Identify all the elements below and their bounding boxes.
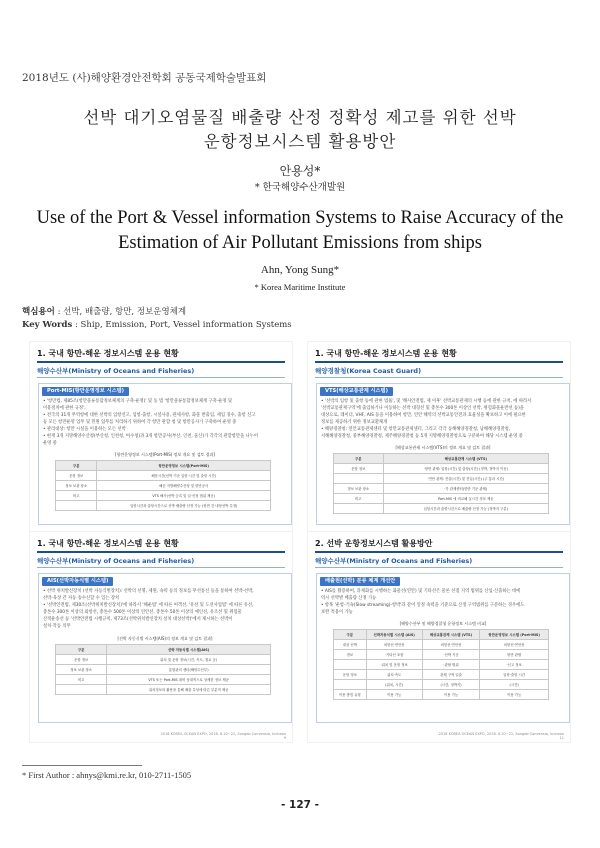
bullet-item: • '항만법, 제85조(항만물류통합정보체계의 구축·운영)' 및 동 법 '항만물류통합정보체계 구축·운영 및 [43, 399, 233, 404]
korean-keywords-label: 핵심용어 [22, 307, 55, 317]
bullet-item: • 선박 위치발신장치 (선박 자동식별장치): 선박의 선명, 제원, 속력 등의 정보를 무선통신 등을 통하여 선박-선박, [43, 589, 254, 594]
table-row [56, 501, 271, 511]
bullet-item: 대상으로, 레이더, VHF, AIS 등을 이용하여 항만, 연안 해역의 선박교통안전과 효율성을 확보하고 이에 필요한 [321, 413, 526, 418]
bullet-item: 총톤수 300톤 이상의 외항선, 총톤수 500톤 이상의 연안선, 총톤수 50톤 이상의 예인선, 유조선 및 위험물 [43, 610, 242, 615]
slide-heading-rule [315, 361, 563, 363]
table-header-cell: 선박자동식별 시스템 (AIS) [366, 630, 422, 640]
system-label: 배출원(선박) 분류 체계 개선안 [320, 577, 400, 586]
bullet-item: 운영 중 [43, 441, 57, 446]
table-header-row [56, 645, 271, 655]
slide-heading-rule [315, 551, 563, 553]
korean-title-line2: 운항정보시스템 활용방안 [203, 132, 397, 151]
page-number: - 127 - [281, 799, 319, 811]
table-cell: 비고 [56, 675, 107, 685]
table-row [334, 660, 549, 670]
table-cell: (시간) [480, 680, 549, 690]
table-row [334, 504, 549, 514]
table-title: [항만운영정보 시스템(Port-MIS) 정보 개요 및 검토 결과] [115, 452, 215, 457]
slide-footer [161, 732, 286, 740]
bullet-item: 설치·작동 의무 [43, 624, 71, 629]
table-header-cell: 해상교통관제 시스템 (VTS) [383, 454, 548, 464]
footnote-divider [22, 765, 142, 766]
table-row [334, 640, 549, 650]
conference-header: 2018년도 (사)해양환경안전학회 공동국제학술발표회 [22, 72, 267, 84]
korean-title-line1: 선박 대기오염물질 배출량 산정 정확성 제고를 위한 선박 [83, 108, 517, 127]
bullet-item: • 현재 3개 지방해양수산청(부산청, 인천청, 여수청)과 3개 항만공사(부산, 인천, 울산)가 각각의 관할항만을 나누어 [43, 434, 259, 439]
table-cell: 대상 선박 [334, 640, 367, 650]
table-header-cell: 구분 [56, 461, 97, 471]
table-cell: 운항 정보 [56, 471, 97, 481]
bullet-item: • 전국의 31개 무역항에 대한 선박의 입항신고, 입항·출항, 시설사용, 관세사항, 화물 반출입, 세입 징수, 출항 신고 [43, 413, 256, 418]
slide-content-box [316, 573, 570, 723]
bullet-item: • 항목 '운항-거속(Slow streaming)-항박'과 같이 일정 속력을 기준으로 산정 구역범위를 구분하는 경우에도 [321, 603, 525, 608]
slide-footer-text: 2018 KOREA OCEAN EXPO, 2018. 6.20~22, Songdo Convensia, Incheon [160, 732, 286, 736]
slide-heading: 1. 국내 항만-해운 정보시스템 운용 현황 [37, 349, 179, 358]
slide-heading: 1. 국내 항만-해운 정보시스템 운용 현황 [315, 349, 457, 358]
table-header-cell: 구분 [56, 645, 107, 655]
table-cell: 운항 정보 [56, 655, 107, 665]
korean-affiliation: * 한국해양수산개발원 [254, 182, 346, 193]
bullet-item: • 해양경찰청: 연안교통관제센터 및 항만교통관제센터, 그리고 각각 동해해양경찰청, 남해해양경찰청, [321, 427, 511, 432]
table-cell: VTS 해사(선박 등록 및 입·신청 범위 제공) [97, 491, 271, 501]
table-row [56, 675, 271, 685]
english-title-line1: Use of the Port & Vessel information Systems to Raise Accuracy of the [36, 208, 564, 228]
table-row [334, 650, 549, 660]
table-cell: 해운 지방해양수산청 및 항만공사 [97, 481, 271, 491]
table-cell: 위치·속도 [366, 670, 422, 680]
table-header-cell: 구분 [334, 454, 384, 464]
bullet-item: 서해해양경찰청, 중부해양경찰청, 제주해양경찰청 등 5개 지방해양경찰청으로 구분하여 해당 시스템 운영 중 [321, 434, 523, 439]
korean-author: 안용성* [279, 164, 321, 178]
comparison-table [333, 629, 549, 700]
bullet-item: 선박-육상 간 자동 송수신할 수 있는 장치 [43, 596, 120, 601]
table-cell: ·연안 관제: 진출(시간) 및 진입(시간) (주 통과 시간) [383, 474, 548, 484]
table-cell [334, 504, 384, 514]
info-table [55, 460, 271, 511]
table-cell: 입항시간과 출항시간으로 선박 배출량 산정 가능 (항만 간 내항선박 특정) [97, 501, 271, 511]
table-cell: 정보 보관 장소 [56, 481, 97, 491]
english-keywords [22, 320, 292, 330]
info-table [55, 644, 271, 695]
table-cell: (시간, 정박지) [422, 680, 480, 690]
table-row [334, 484, 549, 494]
slide-heading-rule [37, 551, 285, 553]
table-row [56, 491, 271, 501]
bullet-item: 산적운송선 등 '선박안전법 시행규칙, 제73조(선박위치발신장치 설치 대상선박)'에서 제시하는 선박이 [43, 617, 233, 622]
table-cell: 위치정보의 활용을 통해 배출 특성에 따른 부분적 제공 [107, 685, 271, 695]
table-header-cell: 항만운영정보 시스템(Port-MIS) [97, 461, 271, 471]
korean-keywords [22, 305, 186, 317]
table-cell: 운항 정보 [334, 464, 384, 474]
table-cell: (위치, 시간) [366, 680, 422, 690]
table-title: [선박 자동식별 시스템(AIS)의 정보 개요 및 검토 결과] [117, 636, 213, 641]
table-cell [56, 685, 107, 695]
slide-sub-rule [315, 377, 563, 378]
english-affiliation: * Korea Maritime Institute [254, 282, 346, 292]
table-cell: ·각 관제센터(항만 기준 관제) [383, 484, 548, 494]
system-label: AIS(선박자동식별 시스템) [42, 577, 113, 586]
table-row [334, 474, 549, 484]
table-header-row [334, 454, 549, 464]
table-row [334, 670, 549, 680]
table-row [56, 685, 271, 695]
bullet-item: 역시 선박별 배출량 산정 가능 [321, 596, 377, 601]
table-cell: 외항선·연안선 [480, 640, 549, 650]
english-keywords-text: : Ship, Emission, Port, Vessel information Systems [74, 320, 292, 330]
slide-page-number: 9 [283, 736, 286, 740]
system-label: VTS(해상교통관제 시스템) [320, 387, 393, 396]
english-author: Ahn, Yong Sung* [260, 264, 340, 276]
table-cell: 정보 [334, 650, 367, 660]
bullet-item: 등 모든 항만운영 업무 및 민원 업무를 처리하기 위하여 각 항만 관할 청 및 항만공사가 구축하여 운영 중 [43, 420, 237, 425]
table-row [334, 464, 549, 474]
table-cell: 외항선·연안선 [366, 640, 422, 650]
table-cell [334, 680, 367, 690]
english-keywords-label: Key Words [22, 320, 73, 330]
slide-heading: 1. 국내 항만-해운 정보시스템 운용 현황 [37, 539, 179, 548]
table-header-row [56, 461, 271, 471]
slide-subheading: 해양수산부(Ministry of Oceans and Fisheries) [37, 367, 195, 375]
table-row [334, 690, 549, 700]
slide-footer [439, 732, 564, 740]
table-title: [해양수산부 및 해양경찰청 운항정보 시스템 비교] [399, 621, 487, 626]
table-cell [334, 474, 384, 484]
table-cell: 위치 및 운항 정보(시간, 속도, 침로 등) [107, 655, 271, 665]
table-cell: 비고 [56, 491, 97, 501]
table-cell: 이용 가능 [422, 690, 480, 700]
bullet-item: • '선박안전법, 제30조(선박위치발신장치)'에 따라서 '해운법' 에 따른 여객선, '유선 및 도선사업법' 에 따른 유선, [43, 603, 254, 608]
table-header-cell: 구분 [334, 630, 367, 640]
slide-page-number: 11 [559, 736, 564, 740]
table-header-row [334, 630, 549, 640]
table-header-cell: 항만운영정보 시스템 (Port-MIS) [480, 630, 549, 640]
table-cell: ·관할 범위 [422, 660, 480, 670]
slide-content-box [38, 383, 292, 525]
bullet-item: 이용절차에 관한 규정', [43, 406, 86, 411]
info-table [333, 453, 549, 514]
table-cell: 관제 구역 입출 [422, 670, 480, 680]
table-cell: 정보 보관 장소 [334, 484, 384, 494]
table-cell: 이용 가능 [480, 690, 549, 700]
slide-sub-rule [37, 567, 285, 568]
table-cell: ·항만 관제: 입항(시간) 및 출항(시간) (정박, 정박지 이동) [383, 464, 548, 474]
slide-heading: 2. 선박 운항정보시스템 활용방안 [315, 539, 433, 548]
table-cell: 이용 방법 유형 [334, 690, 367, 700]
korean-keywords-text: : 선박, 배출량, 항만, 정보운영체계 [57, 307, 187, 317]
table-cell: Port-MIS 에 비교해 실시간 정보 제공 [383, 494, 548, 504]
bullet-item: 정보를 제공하기 위한 정보교환체계 [321, 420, 388, 425]
table-row [56, 655, 271, 665]
table-header-cell: 선박 자동식별 시스템(AIS) [107, 645, 271, 655]
table-cell: 외항선·연안선 [422, 640, 480, 650]
english-title-line2: Estimation of Air Pollutant Emissions from ships [118, 233, 482, 253]
table-row [56, 665, 271, 675]
bullet-item: • 관리대상: 항만 시설을 이용하는 모든 선박 [43, 427, 126, 432]
slide-subheading: 해양경찰청(Korea Coast Guard) [315, 367, 422, 375]
bullet-item: '선박교통관제구역'에 출입하거나 이동하는 선박 대형선 및 총톤수 300톤 이상인 선박, 위험화물운반선 등)을 [321, 406, 524, 411]
bullet-item: • AIS를 활용하여, 과제화를 시행하는 화물선(연안) 및 기타선은 물론 선점 지역 범위를 산입·산출하는 데에 [321, 589, 521, 594]
slide-vts [308, 342, 570, 542]
table-row [334, 494, 549, 504]
slide-heading-rule [37, 361, 285, 363]
bullet-item: 보완 적용이 가능 [321, 610, 353, 615]
table-cell: 해운시간(선박 기준 입항·시간 및 출항 시간) [97, 471, 271, 481]
table-row [56, 471, 271, 481]
system-label: Port-MIS(항만운영정보 시스템) [42, 387, 129, 396]
slide-utilization [308, 532, 570, 742]
slide-subheading: 해양수산부(Ministry of Oceans and Fisheries) [315, 557, 473, 565]
table-row [334, 680, 549, 690]
slide-ais [30, 532, 292, 742]
table-title: [해상교통관제 시스템(VTS)의 정보 개요 및 검토 결과] [395, 445, 491, 450]
table-cell: ·위치 및 운항 정보 [366, 660, 422, 670]
slide-sub-rule [315, 567, 563, 568]
table-cell: 항만 관할 [480, 650, 549, 660]
table-cell: 정보 보관 장소 [56, 665, 107, 675]
table-cell: ·신고 정보 [480, 660, 549, 670]
slide-port-mis [30, 342, 292, 542]
slide-content-box [38, 573, 292, 723]
table-cell: 이용 가능 [366, 690, 422, 700]
table-cell: 비고 [334, 494, 384, 504]
table-row [56, 481, 271, 491]
table-cell: 통합관리 센터(해양수산부) [107, 665, 271, 675]
table-cell [334, 660, 367, 670]
table-cell: 입항시간과 출항시간으로 배출량 산정 가능 (정박지 구분) [383, 504, 548, 514]
table-cell: ·기타선 포함 [366, 650, 422, 660]
slide-sub-rule [37, 377, 285, 378]
table-cell [56, 501, 97, 511]
slide-content-box [316, 383, 570, 525]
footnote: * First Author : ahnys@kmi.re.kr, 010-2711-1505 [22, 770, 192, 780]
bullet-item: • '선박의 입항 및 출항 등에 관한 법률', 및 '해사안전법, 제 이후' 선박교통관제의 시행 등에 관한 규칙, 에 따라서 [321, 399, 532, 404]
table-cell: 입항·출항 시간 [480, 670, 549, 680]
table-cell: 운항 정보 [334, 670, 367, 680]
slide-subheading: 해양수산부(Ministry of Oceans and Fisheries) [37, 557, 195, 565]
table-header-cell: 해상교통관제 시스템 (VTS) [422, 630, 480, 640]
slide-footer-text: 2018 KOREA OCEAN EXPO, 2018. 6.20~22, Songdo Convensia, Incheon [438, 732, 564, 736]
table-cell: ·선박 기준 [422, 650, 480, 660]
table-cell: VTS 또는 Port-MIS 대비 상대적으로 상세한 정보 제공 [107, 675, 271, 685]
